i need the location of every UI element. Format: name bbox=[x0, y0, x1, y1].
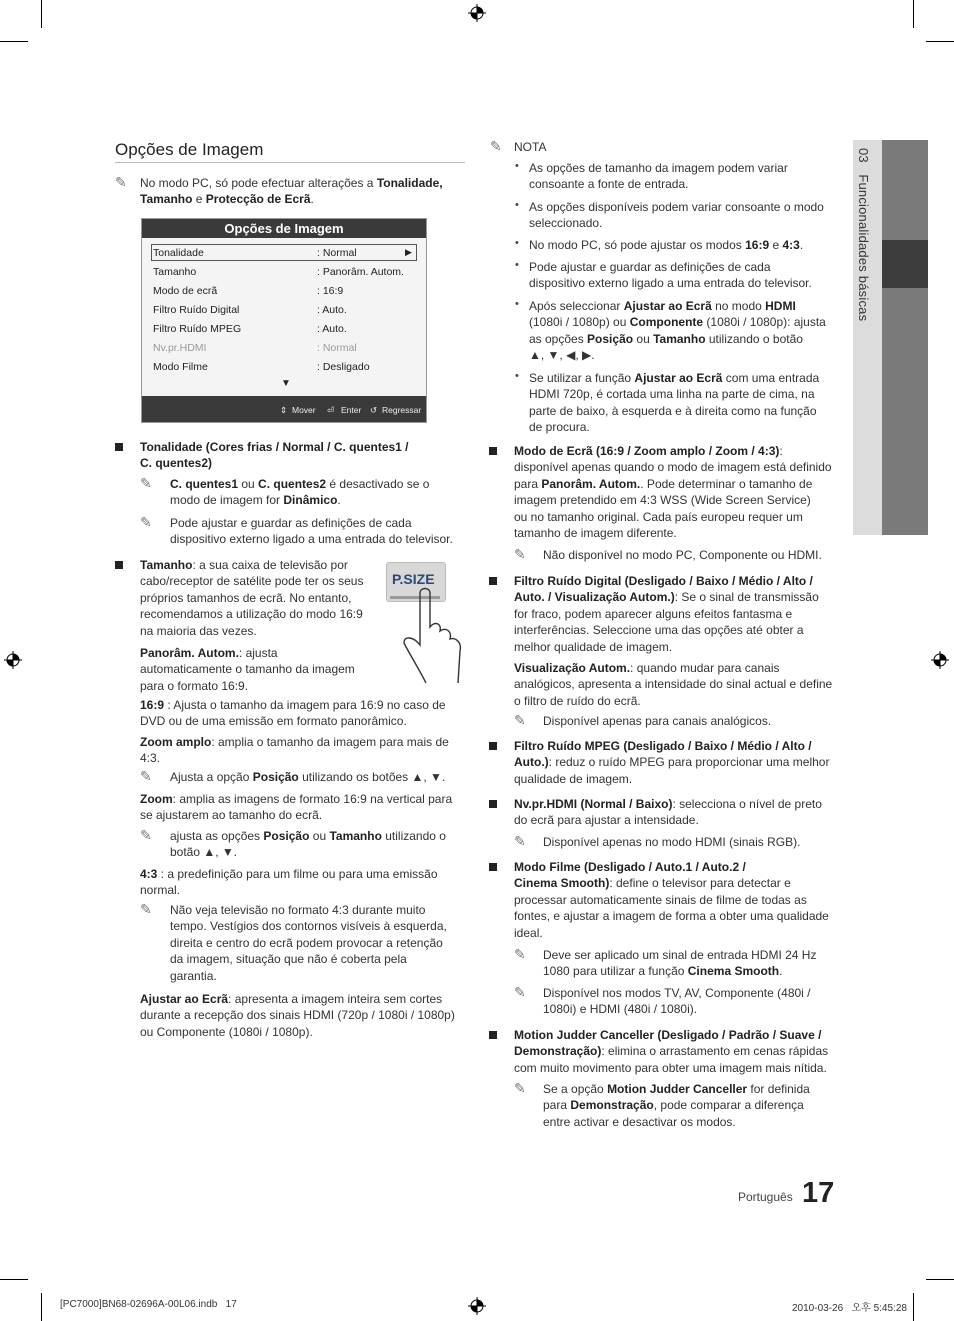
psize-label: P.SIZE bbox=[392, 571, 435, 587]
visualizacao-item: Visualização Autom.: quando mudar para canais analógicos, apresenta a intensidade do sinal actual e define o filtro de ruído do ecrã. bbox=[514, 661, 833, 708]
nota-item: No modo PC, só pode ajustar os modos 16:9 e 4:3. bbox=[529, 238, 804, 252]
bullet-square bbox=[489, 863, 497, 871]
chapter-label: 03 Funcionalidades básicas bbox=[856, 148, 871, 322]
tamanho-item: Tamanho: a sua caixa de televisão por cabo/receptor de satélite pode ter os seus próprios tamanhos de ecrã. No entanto, recomendamos a utilização do modo 16:9 na maioria das vezes. bbox=[140, 558, 364, 638]
note-pencil-icon: ✎ bbox=[514, 546, 526, 562]
bullet-square bbox=[489, 742, 497, 750]
nota-label: NOTA bbox=[514, 140, 547, 154]
osd-menu bbox=[141, 218, 427, 423]
enter-icon: ⏎ bbox=[327, 405, 335, 415]
registration-mark-icon bbox=[931, 651, 949, 669]
osd-row-disabled: Nv.pr.HDMI : Normal bbox=[153, 342, 357, 354]
note-pencil-icon: ✎ bbox=[140, 768, 152, 784]
hdmi-note: Disponível apenas no modo HDMI (sinais RGB). bbox=[543, 835, 801, 849]
note-pencil-icon: ✎ bbox=[514, 984, 526, 1000]
zoom-note: ajusta as opções Posição ou Tamanho utilizando o botão ▲, ▼. bbox=[170, 829, 446, 860]
crop-mark bbox=[926, 41, 954, 42]
crop-mark bbox=[41, 1293, 42, 1321]
bullet-square bbox=[489, 1031, 497, 1039]
mjc-note: Se a opção Motion Judder Canceller for definida para Demonstração, pode comparar a diferença entre activar e desactivar os modos. bbox=[543, 1082, 810, 1129]
page-title: Opções de Imagem bbox=[115, 140, 264, 159]
tonalidade-item: Tonalidade (Cores frias / Normal / C. quentes1 / C. quentes2) bbox=[140, 440, 409, 471]
intro-note: No modo PC, só pode efectuar alterações a Tonalidade, Tamanho e Protecção de Ecrã. bbox=[140, 176, 443, 207]
bullet-square bbox=[115, 443, 123, 451]
ajustar-item: Ajustar ao Ecrã: apresenta a imagem inteira sem cortes durante a recepção dos sinais HDMI (720p / 1080i / 1080p) ou Componente (1080i / 1080p). bbox=[140, 992, 455, 1039]
note-pencil-icon: ✎ bbox=[490, 138, 502, 154]
osd-row[interactable]: Modo de ecrã : 16:9 bbox=[153, 285, 344, 297]
osd-title: Opções de Imagem bbox=[142, 219, 426, 238]
osd-row[interactable]: Filtro Ruído MPEG : Auto. bbox=[153, 323, 347, 335]
page-number: 17 bbox=[802, 1177, 835, 1209]
modo-ecra-item: Modo de Ecrã (16:9 / Zoom amplo / Zoom / 4:3): disponível apenas quando o modo de imagem está definido para Panorâm. Autom.. Pode determinar o tamanho de imagem pretendido em 4:3 WSS (Wide Screen Service) ou no tamanho original. Cada país europeu requer um tamanho de imagem diferente. bbox=[514, 444, 832, 541]
osd-down-arrow-icon: ▼ bbox=[281, 378, 291, 389]
bullet-dot: • bbox=[515, 259, 519, 271]
title-rule bbox=[115, 162, 465, 163]
bullet-dot: • bbox=[515, 160, 519, 172]
chapter-tab-dark bbox=[882, 140, 928, 535]
move-icon: ⇕ bbox=[280, 405, 288, 415]
registration-mark-icon bbox=[468, 1297, 486, 1315]
bullet-square bbox=[489, 577, 497, 585]
bullet-dot: • bbox=[515, 298, 519, 310]
zoom-item: Zoom: amplia as imagens de formato 16:9 na vertical para se ajustarem ao tamanho do ecrã. bbox=[140, 792, 453, 823]
registration-mark-icon bbox=[468, 4, 486, 22]
panoram-item: Panorâm. Autom.: ajusta automaticamente o tamanho da imagem para o formato 16:9. bbox=[140, 646, 355, 693]
footer-file-info: [PC7000]BN68-02696A-00L06.indb 17 bbox=[60, 1299, 237, 1310]
crop-mark bbox=[41, 0, 42, 28]
nota-item: As opções de tamanho da imagem podem variar consoante a fonte de entrada. bbox=[529, 161, 788, 192]
tonalidade-note-2: Pode ajustar e guardar as definições de cada dispositivo externo ligado a uma entrada do televisor. bbox=[170, 516, 453, 547]
registration-mark-icon bbox=[4, 651, 22, 669]
r43-note: Não veja televisão no formato 4:3 durante muito tempo. Vestígios dos contornos visíveis à esquerda, direita e centro do ecrã podem provocar a retenção da imagem, situação que não é coberta pela garantia. bbox=[170, 903, 447, 983]
r43-item: 4:3 : a predefinição para um filme ou para uma emissão normal. bbox=[140, 867, 438, 898]
crop-mark bbox=[913, 0, 914, 28]
nota-item: Se utilizar a função Ajustar ao Ecrã com uma entrada HDMI 720p, é cortada uma linha na parte de cima, na parte de baixo, à esquerda e à direita como na função de procura. bbox=[529, 371, 820, 435]
tonalidade-note: C. quentes1 ou C. quentes2 é desactivado se o modo de imagem for Dinâmico. bbox=[170, 477, 430, 508]
filtro-digital-item: Filtro Ruído Digital (Desligado / Baixo / Médio / Alto / Auto. / Visualização Autom.): Se o sinal de transmissão for fraco, podem aparecer alguns efeitos fantasma e interferências. Seleccione uma das opções até obter a melhor qualidade de imagem. bbox=[514, 574, 819, 654]
note-pencil-icon: ✎ bbox=[514, 833, 526, 849]
osd-footer: ⇕ Mover ⏎ Enter ↺ Regressar bbox=[142, 396, 426, 422]
osd-row[interactable]: Filtro Ruído Digital : Auto. bbox=[153, 304, 347, 316]
modo-filme-item: Modo Filme (Desligado / Auto.1 / Auto.2 / Cinema Smooth): define o televisor para detectar e processar automaticamente sinais de filme de todas as fontes, e ajustar a imagem de forma a obter uma qualidade ideal. bbox=[514, 860, 829, 940]
note-pencil-icon: ✎ bbox=[115, 174, 127, 190]
bullet-dot: • bbox=[515, 199, 519, 211]
bullet-square bbox=[489, 447, 497, 455]
note-pencil-icon: ✎ bbox=[140, 901, 152, 917]
osd-row[interactable]: Tamanho : Panorâm. Autom. bbox=[153, 266, 404, 278]
note-pencil-icon: ✎ bbox=[514, 946, 526, 962]
footer-timestamp: 2010-03-26 오후 5:45:28 bbox=[792, 1303, 907, 1314]
hdmi-item: Nv.pr.HDMI (Normal / Baixo): selecciona o nível de preto do ecrã para ajustar a intensidade. bbox=[514, 797, 822, 828]
nota-item: Após seleccionar Ajustar ao Ecrã no modo HDMI (1080i / 1080p) ou Componente (1080i / 1080p): ajusta as opções Posição ou Tamanho utilizando o botão ▲, ▼, ◀, ▶. bbox=[529, 299, 826, 363]
bullet-square bbox=[489, 800, 497, 808]
footer-language: Português bbox=[738, 1190, 793, 1204]
crop-mark bbox=[0, 1279, 28, 1280]
nota-item: Pode ajustar e guardar as definições de cada dispositivo externo ligado a uma entrada do televisor. bbox=[529, 260, 812, 291]
filtro-mpeg-item: Filtro Ruído MPEG (Desligado / Baixo / Médio / Alto / Auto.): reduz o ruído MPEG para proporcionar uma melhor qualidade de imagem. bbox=[514, 739, 830, 786]
bullet-square bbox=[115, 561, 123, 569]
note-pencil-icon: ✎ bbox=[514, 712, 526, 728]
osd-row[interactable]: Tonalidade : Normal ▶ bbox=[153, 247, 412, 259]
zoomamplo-note: Ajusta a opção Posição utilizando os botões ▲, ▼. bbox=[170, 770, 446, 784]
note-pencil-icon: ✎ bbox=[140, 514, 152, 530]
mjc-item: Motion Judder Canceller (Desligado / Padrão / Suave / Demonstração): elimina o arrastamento em cenas rápidas com muito movimento para obter uma imagem mais nítida. bbox=[514, 1028, 829, 1075]
visualizacao-note: Disponível apenas para canais analógicos. bbox=[543, 714, 772, 728]
note-pencil-icon: ✎ bbox=[140, 475, 152, 491]
osd-row[interactable]: Modo Filme : Desligado bbox=[153, 361, 370, 373]
modo-ecra-note: Não disponível no modo PC, Componente ou HDMI. bbox=[543, 548, 822, 562]
crop-mark bbox=[913, 1293, 914, 1321]
bullet-dot: • bbox=[515, 237, 519, 249]
chapter-tab-marker bbox=[882, 240, 928, 288]
modo-filme-note-2: Disponível nos modos TV, AV, Componente (480i / 1080i) e HDMI (480i / 1080i). bbox=[543, 986, 811, 1017]
osd-right-arrow-icon: ▶ bbox=[405, 247, 412, 257]
pointing-hand-icon bbox=[390, 585, 466, 685]
r169-item: 16:9 : Ajusta o tamanho da imagem para 16:9 no caso de DVD ou de uma emissão em formato panorâmico. bbox=[140, 698, 446, 729]
return-icon: ↺ bbox=[370, 405, 378, 415]
crop-mark bbox=[0, 41, 28, 42]
crop-mark bbox=[926, 1279, 954, 1280]
zoomamplo-item: Zoom amplo: amplia o tamanho da imagem para mais de 4:3. bbox=[140, 735, 449, 766]
note-pencil-icon: ✎ bbox=[514, 1080, 526, 1096]
bullet-dot: • bbox=[515, 370, 519, 382]
nota-item: As opções disponíveis podem variar consoante o modo seleccionado. bbox=[529, 200, 824, 231]
modo-filme-note: Deve ser aplicado um sinal de entrada HDMI 24 Hz 1080 para utilizar a função Cinema Smooth. bbox=[543, 948, 817, 979]
note-pencil-icon: ✎ bbox=[140, 827, 152, 843]
